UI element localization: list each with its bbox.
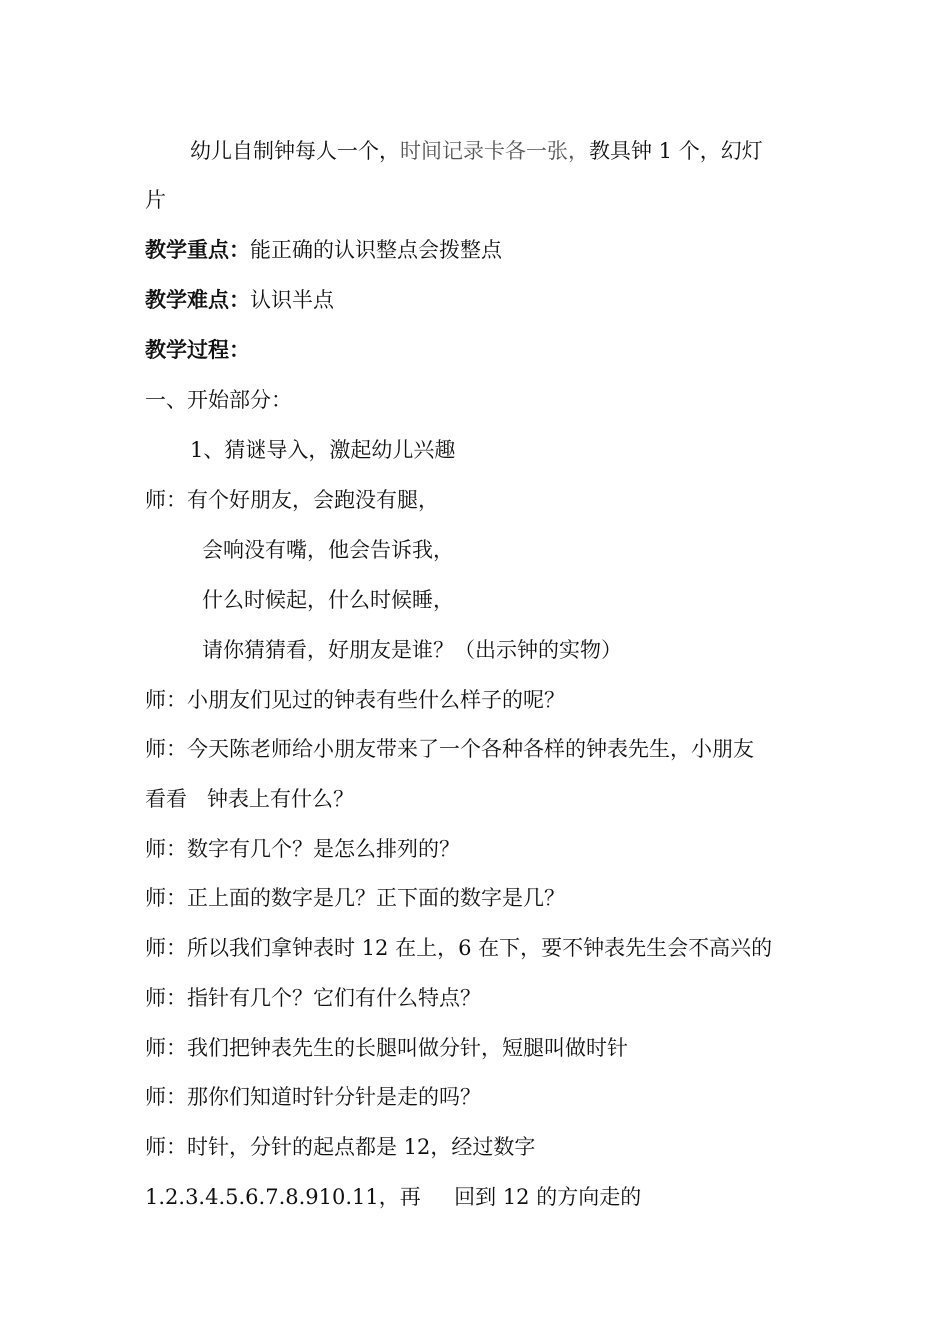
teaching-process-heading: 教学过程： [145,337,250,362]
dialogue-line-2: 师：今天陈老师给小朋友带来了一个各种各样的钟表先生，小朋友 [145,737,754,761]
riddle-line-3: 什么时候起，什么时候睡， [202,588,454,612]
dialogue-line-6: 师：指针有几个？它们有什么特点？ [145,986,481,1010]
dialogue-line-4: 师：正上面的数字是几？正下面的数字是几？ [145,886,565,910]
dialogue-line-7: 师：我们把钟表先生的长腿叫做分针，短腿叫做时针 [145,1036,628,1060]
riddle-line-4: 请你猜猜看，好朋友是谁？（出示钟的实物） [202,638,622,662]
dialogue-line-8: 师：那你们知道时针分针是走的吗？ [145,1085,481,1109]
dialogue-line-2-cont: 看看 钟表上有什么？ [145,787,355,811]
section-1-title: 一、开始部分： [145,388,292,412]
dialogue-line-5: 师：所以我们拿钟表时 12 在上，6 在下，要不钟表先生会不高兴的 [145,936,773,960]
teaching-focus-text: 能正确的认识整点会拨整点 [250,238,502,262]
teaching-difficulty-text: 认识半点 [250,288,334,312]
dialogue-line-9: 师：时针，分针的起点都是 12，经过数字 [145,1135,536,1159]
step-1-title: 1、猜谜导入，激起幼儿兴趣 [190,438,456,462]
materials-part-2: 时间记录卡各一张， [400,139,589,163]
riddle-line-2: 会响没有嘴，他会告诉我， [202,538,454,562]
materials-part-3: 教具钟 1 个，幻灯 [589,139,763,163]
teaching-difficulty [145,286,800,314]
materials-line-2: 片 [145,188,166,212]
materials-line-1 [190,137,800,165]
riddle-line-1: 师：有个好朋友，会跑没有腿， [145,488,439,512]
dialogue-line-10: 1.2.3.4.5.6.7.8.910.11，再 回到 12 的方向走的 [145,1185,642,1209]
dialogue-line-3: 师：数字有几个？是怎么排列的？ [145,837,460,861]
teaching-focus-label: 教学重点： [145,237,250,262]
teaching-difficulty-label: 教学难点： [145,287,250,312]
materials-part-1: 幼儿自制钟每人一个， [190,139,400,163]
dialogue-line-1: 师：小朋友们见过的钟表有些什么样子的呢？ [145,688,565,712]
teaching-focus [145,236,800,264]
